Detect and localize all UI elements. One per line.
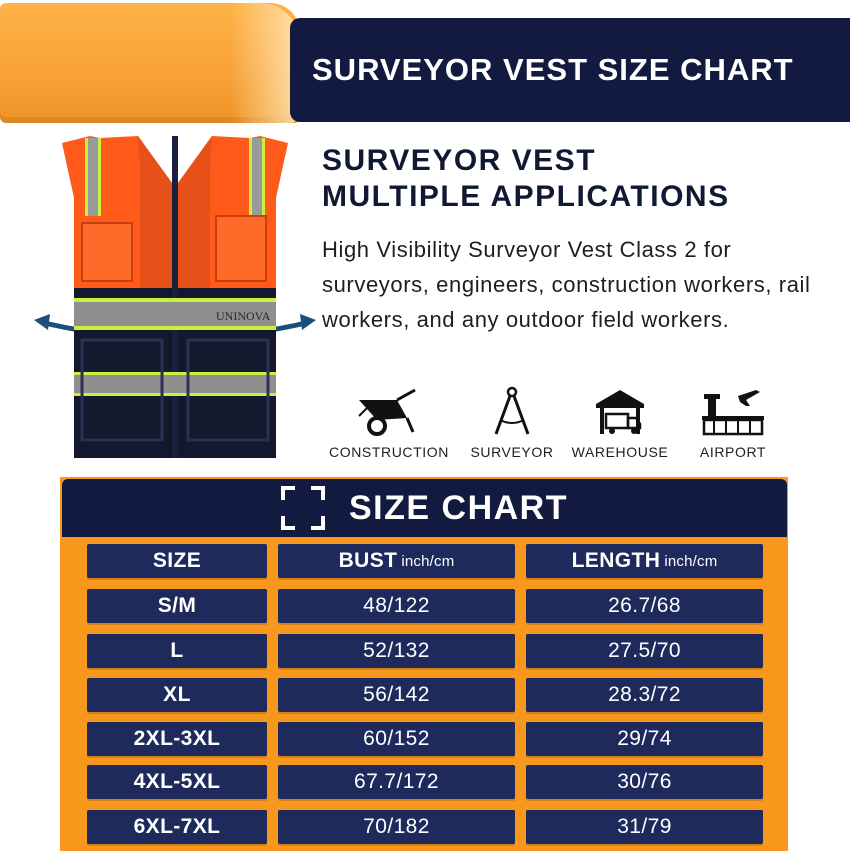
application-label: CONSTRUCTION [329, 444, 449, 460]
application-airport [678, 386, 788, 476]
column-header-unit: inch/cm [664, 552, 718, 570]
info-heading-line1: SURVEYOR VEST [322, 144, 597, 177]
bust-cell: 52/132 [278, 634, 515, 668]
page-title: SURVEYOR VEST SIZE CHART [312, 52, 794, 87]
wheelbarrow-icon [353, 386, 425, 438]
length-cell: 30/76 [526, 765, 763, 799]
size-cell: XL [87, 678, 267, 712]
size-cell: 2XL-3XL [87, 722, 267, 756]
application-label: AIRPORT [699, 444, 767, 460]
column-header-label: BUST [338, 549, 398, 572]
application-surveyor [462, 386, 562, 476]
warehouse-truck-icon [592, 386, 648, 438]
bust-cell: 60/152 [278, 722, 515, 756]
application-icons [314, 386, 784, 476]
length-cell: 28.3/72 [526, 678, 763, 712]
airport-icon [698, 386, 768, 438]
bust-cell: 67.7/172 [278, 765, 515, 799]
info-heading-line2: MULTIPLE APPLICATIONS [322, 180, 730, 213]
length-cell: 31/79 [526, 810, 763, 844]
compass-icon [486, 386, 538, 438]
column-header-label: LENGTH [571, 549, 661, 572]
vest-illustration [30, 128, 320, 473]
size-cell: 6XL-7XL [87, 810, 267, 844]
frame-corners-icon [281, 486, 325, 530]
info-heading [322, 143, 832, 215]
bust-cell: 56/142 [278, 678, 515, 712]
bust-cell: 48/122 [278, 589, 515, 623]
info-description: High Visibility Surveyor Vest Class 2 for surveyors, engineers, construction workers, rail workers, and any outdoor field workers. [322, 237, 811, 332]
length-cell: 27.5/70 [526, 634, 763, 668]
vest-brand-text: UNINOVA [216, 309, 271, 323]
length-cell: 29/74 [526, 722, 763, 756]
column-header-label: SIZE [152, 549, 202, 572]
size-chart-header [62, 479, 787, 537]
application-warehouse [564, 386, 676, 476]
application-label: SURVEYOR [470, 444, 554, 460]
bust-cell: 70/182 [278, 810, 515, 844]
column-header-length [526, 544, 763, 578]
size-cell: 4XL-5XL [87, 765, 267, 799]
size-chart-title: SIZE CHART [349, 488, 568, 527]
column-header-unit: inch/cm [401, 552, 455, 570]
column-header-bust [278, 544, 515, 578]
size-cell: S/M [87, 589, 267, 623]
application-label: WAREHOUSE [571, 444, 669, 460]
header-banner [290, 18, 850, 122]
application-construction [314, 386, 464, 476]
length-cell: 26.7/68 [526, 589, 763, 623]
size-cell: L [87, 634, 267, 668]
column-header-size [87, 544, 267, 578]
